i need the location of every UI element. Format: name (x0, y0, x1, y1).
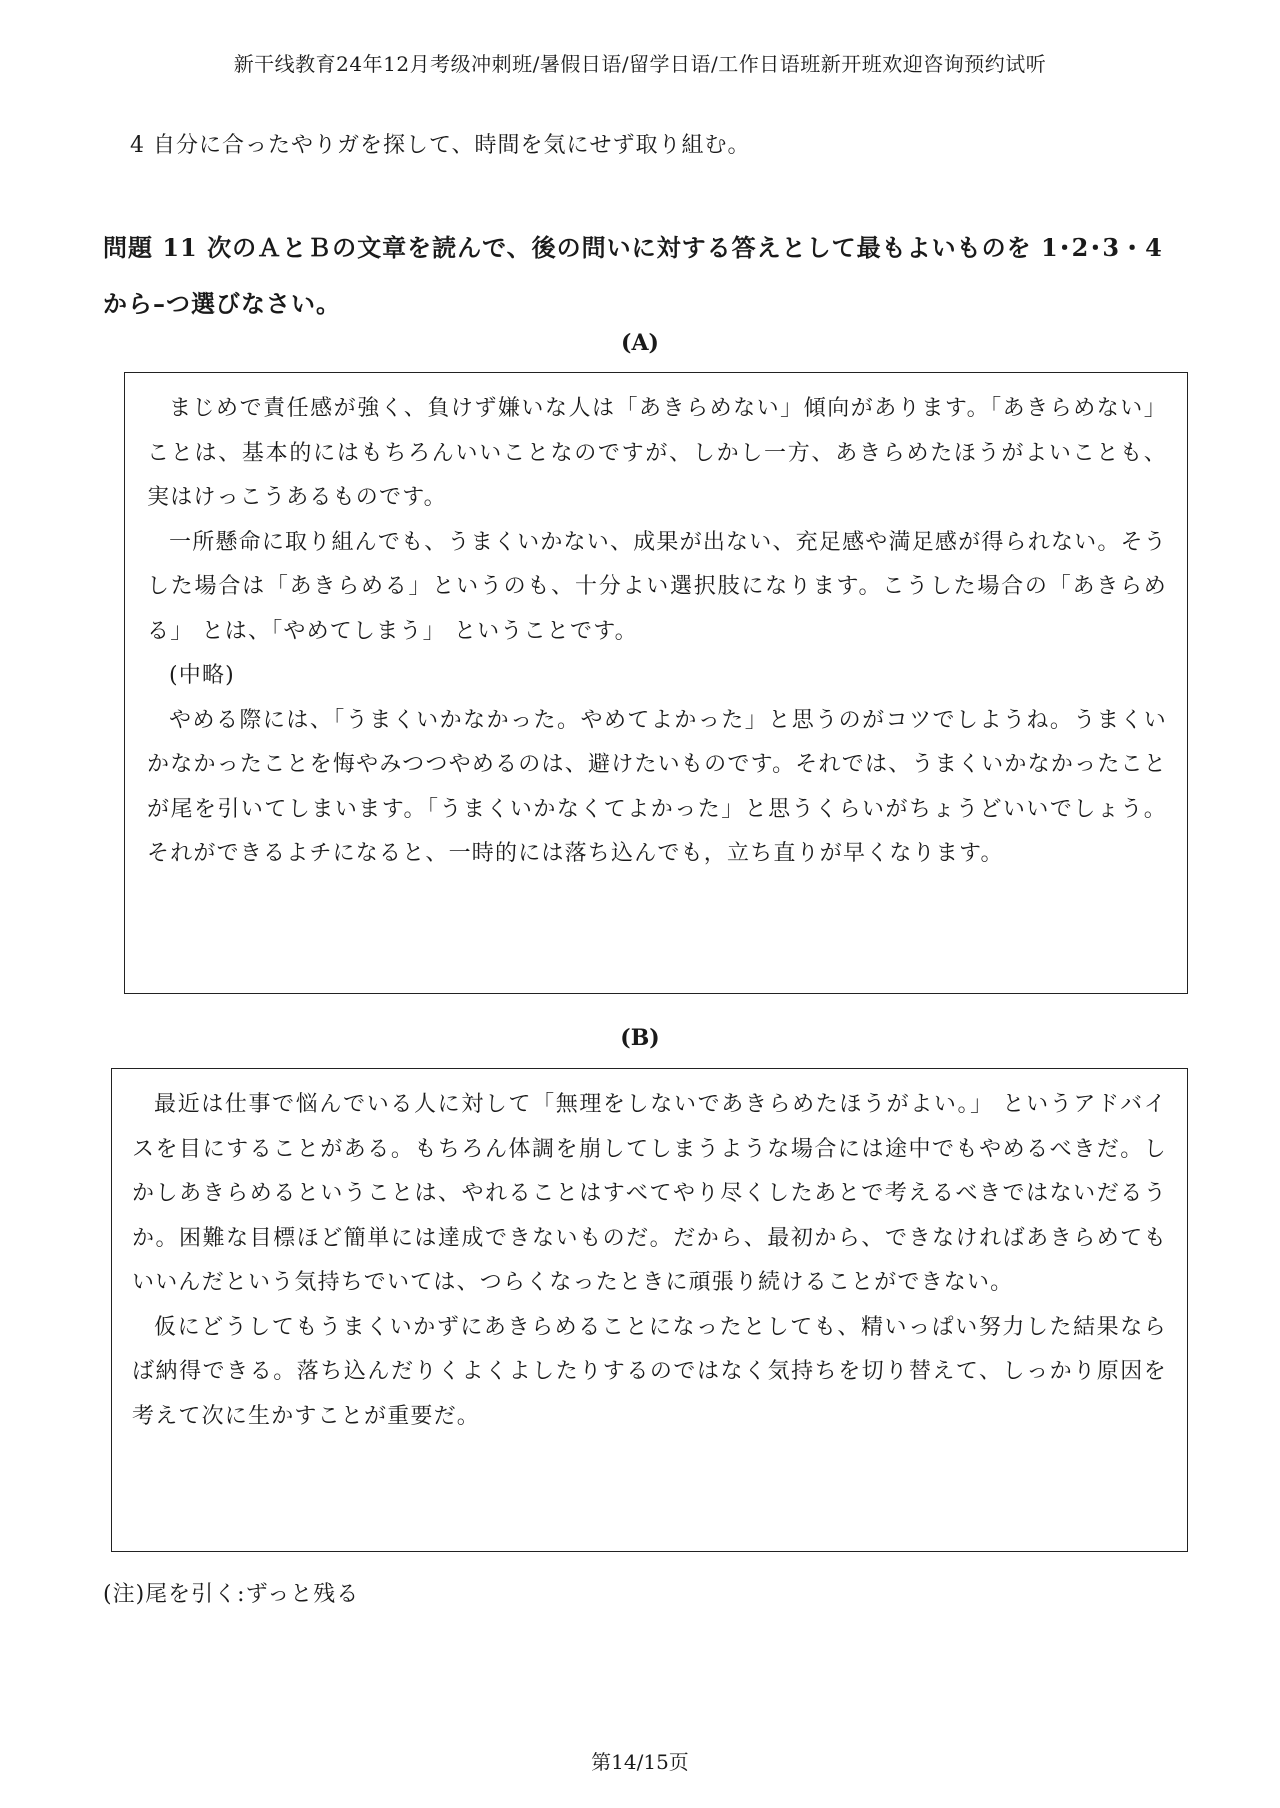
passage-a-paragraph: やめる際には、「うまくいかなかった。やめてよかった」と思うのがコツでしようね。うまくいかなかったことを悔やみつつやめるのは、避けたいものです。それでは、うまくいかなかったことが尾を引いてしまいます。「うまくいかなくてよかった」と思うくらいがちょうどいいでしょう。それができるよチになると、一時的には落ち込んでも，立ち直りが早くなります。 (147, 707, 1167, 866)
previous-answer-option: 4 自分に合ったやりガを探して、時間を気にせず取り組む。 (130, 133, 751, 158)
passage-a-box (124, 372, 1188, 994)
question-instruction (103, 220, 1183, 332)
question-line-2: から–つ選びなさい。 (103, 289, 341, 318)
passage-a-paragraph: 一所懸命に取り組んでも、うまくいかない、成果が出ない、充足感や満足感が得られない。そうした場合は「あきらめる」というのも、十分よい選択肢になります。こうした場合の「あきらめる」 とは、「やめてしまう」 ということです。 (147, 529, 1167, 644)
passage-a-label: (A) (621, 330, 659, 356)
passage-b-box (111, 1068, 1188, 1552)
vocabulary-note: (注)尾を引く:ずっと残る (103, 1582, 360, 1607)
passage-a-omission-mark: (中略) (169, 663, 235, 688)
passage-b-label: (B) (620, 1025, 660, 1051)
passage-b-paragraph: 最近は仕事で悩んでいる人に対して「無理をしないであきらめたほうがよい。」 というアドバイスを目にすることがある。もちろん体調を崩してしまうような場合には途中でもやめるべきだ。しかしあきらめるということは、やれることはすべてやり尽くしたあとで考えるべきではないだるうか。困難な目標ほど簡単には達成できないものだ。だから、最初から、できなければあきらめてもいいんだという気持ちでいては、つらくなったときに頑張り続けることができない。 (132, 1092, 1167, 1295)
question-line-1: 問題 11 次のＡとＢの文章を読んで、後の問いに対する答えとして最もよいものを 1･2･3・4 (103, 233, 1163, 262)
page-number: 第14/15页 (591, 1750, 689, 1774)
passage-a-paragraph: まじめで責任感が強く、負けず嫌いな人は「あきらめない」傾向があります。「あきらめない」ことは、基本的にはもちろんいいことなのですが、しかし一方、あきらめたほうがよいことも、実はけっこうあるものです。 (147, 396, 1167, 510)
page-header-banner: 新干线教育24年12月考级冲刺班/暑假日语/留学日语/工作日语班新开班欢迎咨询预约试听 (233, 52, 1047, 76)
passage-b-paragraph: 仮にどうしてもうまくいかずにあきらめることになったとしても、精いっぱい努力した結果ならば納得できる。落ち込んだりくよくよしたりするのではなく気持ちを切り替えて、しっかり原因を考えて次に生かすことが重要だ。 (132, 1314, 1167, 1429)
